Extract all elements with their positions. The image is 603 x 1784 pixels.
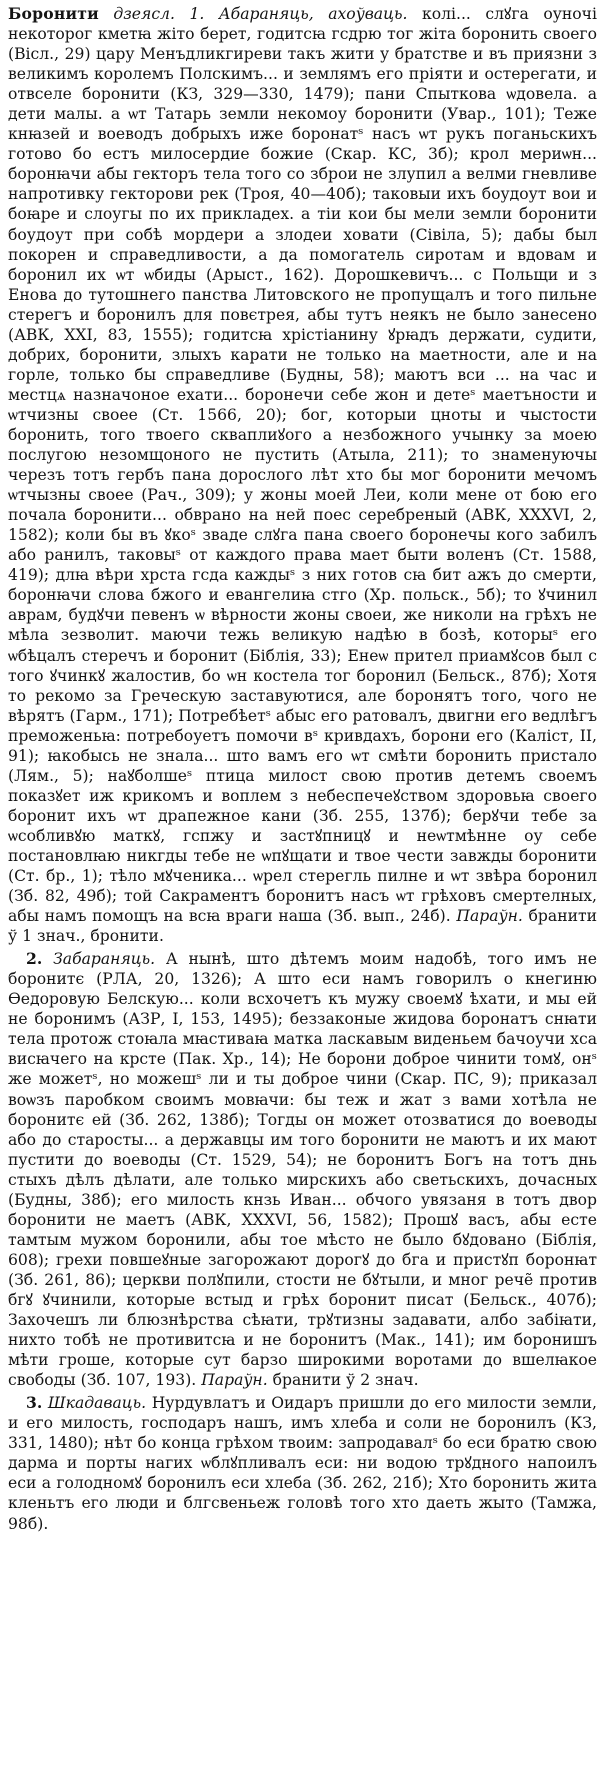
sense-2-number: 2. xyxy=(26,949,43,969)
sense-1-citations: колі... слꙋга оуночі некоторог кметꙗ жіто берет, годитсꙗ гсдрю тог жіта боронить своего (Вісл., 29) цару Менъдликгиреви такъ жити у братстве и въ приязни з великимъ королемъ Полскимъ... и землямъ его пріяти и остерегати, и отвселе боронити (КЗ, 329—330, 1479); пани Спыткова ѡдовела. а дети малы. а ѡт Татарь земли некомоу боронити (Увар., 101); Теже кнꙗзей и воеводъ добрыхъ иже боронатˢ насъ ѡт рукъ поганьскихъ готово бо естъ милосердие божие (Скар. КС, 3б); крол мериѡн... боронꙗчи абы гекторъ тела того со зброи не злупил а велми гневливе напротивку гекторови рек (Троя, 40—40б); таковыи ихъ боудоут вои и боꙗре и слоугы по их прикладех. а тіи кои бы мели земли боронити боудоут при собѣ мордери а злодеи ховати (Сівіла, 5); дабы был покорен и справедливости, а да помогатель сиротам и вдовам и боронил их ѡт ѡбиды (Арыст., 162). Дорошкевичъ... с Польщи и з Енова до тутошнего панства Литовского не пропущалъ и того пильне стерегъ и боронилъ для повєтрея, абы тутъ неякъ не было занесено (АВК, XXI, 83, 1555); годитсꙗ хрістіанину ꙋрꙗдъ держати, судити, добрих, боронити, злыхъ карати не только на маетности, але и на горле, только бы справедливе (Будны, 58); маютъ вси ... на час и местцѧ назначоное ехати... боронечи себе жон и детеˢ маетъности и ѡтчизны своее (Ст. 1566, 20); бог, которыи цноты и чыстости боронить, того твоего скваплиꙋого а незбожного учынку за моею послугою незомщоного не пустить (Атыла, 211); то знаменуючы черезъ тотъ гербъ пана дорослого лѣт хто бы мог боронити мечомъ ѡтчызны своее (Рач., 309); у жоны моей Леи, коли мене от бою его почала боронити... обврано на ней поес серебреный (АВК, XXXVI, 2, 1582); коли бы въ ꙋкоˢ зваде слꙋга пана своего боронечы кого забилъ або ранилъ, таковыˢ от каждого права мает быти воленъ (Ст. 1588, 419); длꙗ вѣри хрста гсда каждыˢ з них готов сꙗ бит ажъ до смерти, боронꙗчи слова бжого и евангелиꙗ стго (Хр. польск., 5б); то ꙋчинил аврам, будꙋчи певенъ ѡ вѣрности жоны своеи, же николи на грѣхъ не мѣла зезволит. маючи тежь великую надѣю в бозѣ, которыˢ его ѡбѣцалъ стеречъ и боронит (Біблія, 33); Енеѡ прител приамꙋсов был с того ꙋчинкꙋ жалостив, бо ѡн костела тог боронил (Бельск., 87б); Хотя то рекомо за Греческую заставуютися, але боронятъ того, чого не вѣрятъ (Гарм., 171); Потребѣетˢ абыс его ратовалъ, двигни его ведлѣгъ преможеньꙗ: потребоуетъ помочи вˢ кривдахъ, борони его (Каліст, II, 91); ꙗкобысь не знала... што вамъ его ѡт смѣти боронить пристало (Лям., 5); наꙋболшеˢ птица милост свою против детемъ своемъ показꙋет иж крикомъ и воплем з небеспечеꙋством здоровьꙗ своего боронит ихъ ѡт драпежное кани (Зб. 255, 137б); берꙋчи тебе за ѡсобливꙋю маткꙋ, гспжу и застꙋпницꙋ и неѡтмѣнне оу себе постановлꙗю никгды тебе не ѡпꙋщати и твое чести завжды боронити (Ст. бр., 1); тѣло мꙋченика... ѡрел стерегль пилне и ѡт звѣра боронил (Зб. 82, 49б); той Сакраментъ боронитъ насъ ѡт грѣховъ смертелных, абы намъ помощъ на всꙗ враги наша (Зб. вып., 24б). xyxy=(8,5,598,926)
sense-3-gloss: Шкадаваць. xyxy=(47,1394,147,1413)
dictionary-entry-sense-1 xyxy=(8,4,597,946)
sense-3-number: 3. xyxy=(26,1393,43,1413)
sense-1-compare-value: бранити ў 1 знач., бронити. xyxy=(8,907,598,946)
dictionary-entry-sense-2 xyxy=(8,949,597,1390)
sense-2-gloss: Забараняць. xyxy=(53,950,156,969)
entry-headword: Боронити xyxy=(8,4,99,23)
entry-head-gloss: дзеясл. 1. Абараняць, ахоўваць. xyxy=(113,5,408,23)
dictionary-entry-sense-3 xyxy=(8,1393,597,1533)
sense-2-citations: А нынѣ, што дѣтемъ моим надобѣ, того имъ не боронитє (РЛА, 20, 1326); А што еси намъ говорилъ о кнегиню Ѳедоровую Белскую... коли всхочетъ къ мужу своемꙋ ѣхати, и мы ей не боронимъ (АЗР, I, 153, 1495); беззаконые жидова боронатъ снꙗти тела протож стоꙗла мꙗстиваꙗ матка ласкавым виденьем бачоучи хса висꙗчего на крсте (Пак. Хр., 14); Не борони доброе чинити томꙋ, онˢ же можетˢ, но можешˢ ли и ты доброе чини (Скар. ПС, 9); приказал воѡзъ паробком своимъ мовꙗчи: бы теж и жат з вами хотѣла не боронитє ей (Зб. 262, 138б); Тогды он может отозватися до воеводы або до старосты... а державцы им того боронити не маютъ и их мают пустити до воеводы (Ст. 1529, 54); не боронитъ Богъ на тотъ днь стыхъ дѣлъ дѣлати, але только мирскихъ або светьскихъ, дочасных (Будны, 38б); его милость кнзь Иван... обчого увязаня в тотъ двор боронити не маетъ (АВК, XXXVI, 56, 1582); Прошꙋ васъ, абы есте тамтым мужом боронили, абы тое мѣсто не было бꙋдовано (Біблія, 608); грехи повшеꙋные загорожают дорогꙋ до бга и пристꙋп боронꙗт (Зб. 261, 86); церкви полꙋпили, стости не бꙋтыли, и мног рече̃ против бгꙋ ꙋчинили, которые встыд и грѣх боронит писат (Бельск., 407б); Захочешъ ли блюзнѣрства сѣꙗти, трꙋтизны задавати, албо забіꙗти, нихто тобѣ не противитсꙗ и не боронитъ (Мак., 141); им боронишъ мѣти гроше, которые сут барзо широкими воротами до вшелꙗкое свободы (Зб. 107, 193). xyxy=(8,950,597,1390)
sense-2-compare-label: Параўн. xyxy=(201,1371,268,1390)
sense-2-compare-value: бранити ў 2 знач. xyxy=(272,1371,419,1390)
sense-3-citations: Нурдувлатъ и Оидаръ пришли до его милости земли, и его милость, господаръ нашъ, имъ хлеба и соли не боронилъ (КЗ, 331, 1480); нѣт бо конца грѣхом твоим: запродавалˢ бо еси братю свою дарма и порты нагих ѡблꙋпливалъ еси: ни водою трꙋдного напоилъ еси а голодномꙋ боронилъ еси хлеба (Зб. 262, 21б); Хто боронить жита кленьтъ его люди и блгсвеньеж головѣ того хто даеть жыто (Тамжа, 98б). xyxy=(8,1394,597,1533)
sense-1-compare-label: Параўн. xyxy=(456,907,523,926)
